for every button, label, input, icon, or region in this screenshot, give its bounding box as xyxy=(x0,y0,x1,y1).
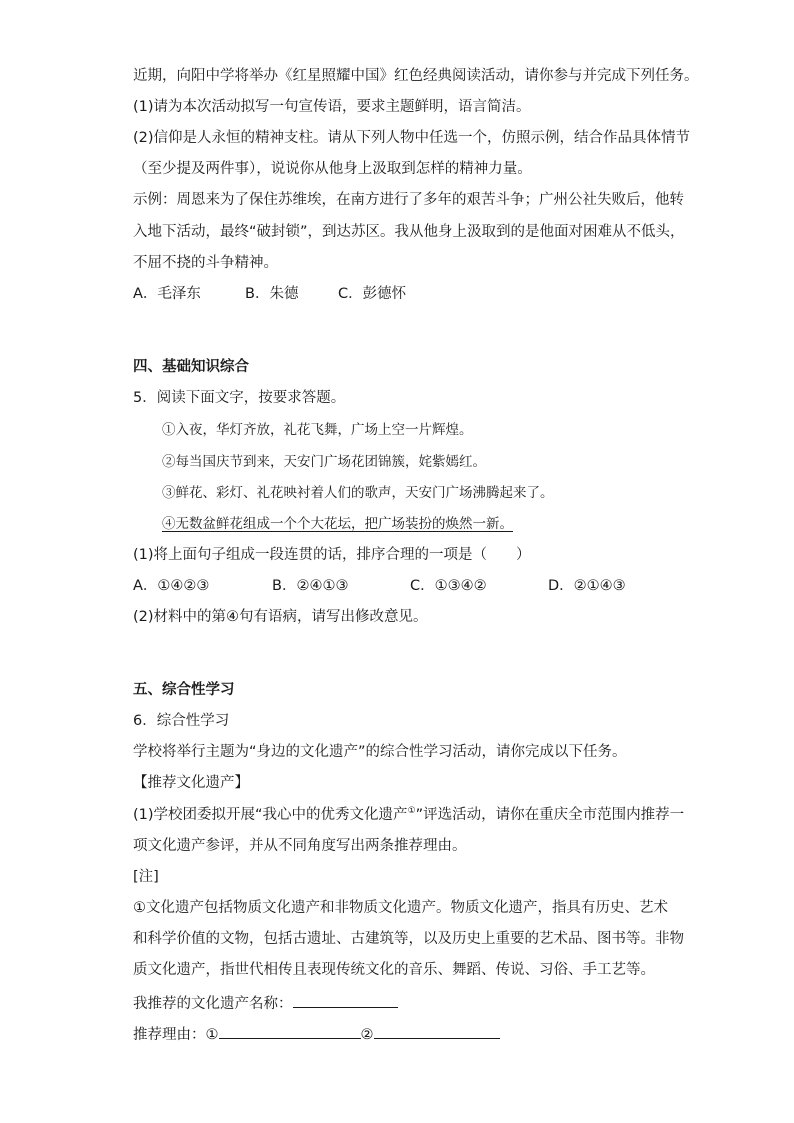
reason-mark-1: ① xyxy=(205,1027,219,1043)
sentence-2: ②每当国庆节到来，天安门广场花团锦簇，姹紫嫣红。 xyxy=(162,454,486,470)
sentence-1: ①入夜，华灯齐放，礼花飞舞，广场上空一片辉煌。 xyxy=(162,422,473,438)
sub-question-2: (2)材料中的第④句有语病，请写出修改意见。 xyxy=(133,609,428,625)
task-1-text-pre: (1)学校团委拟开展“我心中的优秀文化遗产 xyxy=(133,807,408,823)
option-b: B．朱德 xyxy=(245,286,299,302)
sentence-3: ③鲜花、彩灯、礼花映衬着人们的歌声，天安门广场沸腾起来了。 xyxy=(162,485,554,501)
task-2-line-2: （至少提及两件事），说说你从他身上汲取到怎样的精神力量。 xyxy=(133,161,532,177)
task-2-line-1: (2)信仰是人永恒的精神支柱。请从下列人物中任选一个，仿照示例，结合作品具体情节 xyxy=(133,130,691,146)
choice-b: B．②④①③ xyxy=(272,578,349,594)
section-4-heading: 四、基础知识综合 xyxy=(133,359,249,375)
reason-mark-2: ② xyxy=(360,1027,374,1043)
note-line-1: ①文化遗产包括物质文化遗产和非物质文化遗产。物质文化遗产，指具有历史、艺术 xyxy=(133,900,668,916)
task-1: (1)请为本次活动拟写一句宣传语，要求主题鲜明，语言简洁。 xyxy=(133,99,531,115)
section-5-heading: 五、综合性学习 xyxy=(133,682,235,698)
note-label: [注] xyxy=(133,869,159,885)
example-line-2: 入地下活动，最终“破封锁”，到达苏区。我从他身上汲取到的是他面对困难从不低头， xyxy=(133,224,685,240)
recommend-reason-row xyxy=(133,1023,500,1045)
option-a: A．毛泽东 xyxy=(133,286,201,302)
recommend-name-label: 我推荐的文化遗产名称： xyxy=(133,996,293,1012)
footnote-marker: ① xyxy=(407,806,416,817)
reason-1-blank[interactable] xyxy=(219,1023,361,1039)
question-5: 5．阅读下面文字，按要求答题。 xyxy=(133,390,346,406)
task-1-text-post: ”评选活动，请你在重庆全市范围内推荐一 xyxy=(415,807,685,823)
sub-question-1: (1)将上面句子组成一段连贯的话，排序合理的一项是（ ） xyxy=(133,547,531,563)
question-6: 6．综合性学习 xyxy=(133,713,230,729)
choice-c: C．①③④② xyxy=(410,578,487,594)
intro-line: 近期，向阳中学将举办《红星照耀中国》红色经典阅读活动，请你参与并完成下列任务。 xyxy=(133,68,699,84)
recommend-name-row xyxy=(133,992,398,1014)
choice-a: A．①④②③ xyxy=(133,578,210,594)
recommend-reason-label: 推荐理由： xyxy=(133,1027,206,1043)
example-line-3: 不屈不挠的斗争精神。 xyxy=(133,255,278,271)
task-1-line-1 xyxy=(133,805,684,825)
example-line-1: 示例：周恩来为了保住苏维埃，在南方进行了多年的艰苦斗争；广州公社失败后，他转 xyxy=(133,192,684,208)
reason-2-blank[interactable] xyxy=(374,1023,500,1039)
choice-d: D．②①④③ xyxy=(548,578,626,594)
section-5-intro: 学校将举行主题为“身边的文化遗产”的综合性学习活动，请你完成以下任务。 xyxy=(133,744,627,760)
option-c: C．彭德怀 xyxy=(338,286,407,302)
recommend-name-blank[interactable] xyxy=(293,992,398,1008)
subheading-recommend: 【推荐文化遗产】 xyxy=(133,775,249,791)
note-line-2: 和科学价值的文物，包括古遗址、古建筑等，以及历史上重要的艺术品、图书等。非物 xyxy=(133,931,684,947)
note-line-3: 质文化遗产，指世代相传且表现传统文化的音乐、舞蹈、传说、习俗、手工艺等。 xyxy=(133,962,655,978)
task-1-line-2: 项文化遗产参评，并从不同角度写出两条推荐理由。 xyxy=(133,838,467,854)
sentence-4: ④无数盆鲜花组成一个个大花坛，把广场装扮的焕然一新。 xyxy=(162,516,513,532)
